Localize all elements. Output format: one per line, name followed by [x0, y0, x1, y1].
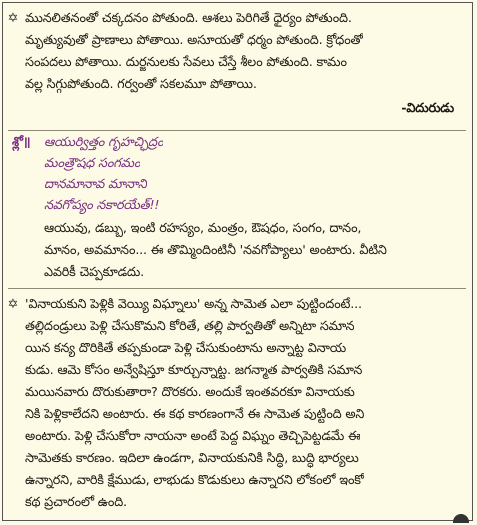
sloka-line: మంత్రౌషధ సంగమం: [44, 156, 141, 171]
quote-line: మునలితనంతో చక్కదనం పోతుంది. ఆశలు పెరిగితే ధైర్యం పోతుంది.: [25, 11, 352, 26]
sloka-explanation-line: మానం, అవమానం... ఈ తొమ్మిందింటినీ 'నవగోప్యాలు' అంటారు. వీటిని: [44, 243, 387, 258]
sloka-explanation-line: ఎవరికీ చెప్పకూడదు.: [44, 265, 145, 280]
saying-line: 'వినాయకుని పెళ్లికి వెయ్యి విఘ్నాలు' అన్న సామెత ఎలా పుట్టిందంటే...: [25, 297, 362, 312]
page-corner-marker: [453, 514, 469, 523]
quote-line: మృత్యువుతో ప్రాణాలు పోతాయి. అసూయతో ధర్మం పోతుంది. క్రోధంతో: [25, 33, 363, 48]
sloka-explanation-line: ఆయువు, డబ్బు, ఇంటి రహస్యం, మంత్రం, ఔషధం, సంగం, దానం,: [44, 221, 362, 236]
quote-author: -విదురుడు: [401, 101, 454, 116]
sloka-line: ఆయుర్విత్తం గృహచ్ఛిద్రం: [44, 135, 164, 150]
saying-vinayaka: [6, 296, 468, 518]
saying-line: కథ ప్రచారంలో ఉంది.: [25, 495, 127, 510]
saying-line: తల్లిదండ్రులు పెళ్లి చేసుకొమని కోరితే, తల్లి పార్వతితో అన్నిటా సమాన: [25, 319, 355, 334]
saying-line: కుడు. ఆమె కోసం అన్వేషిస్తూ కూర్చున్నాట్ట. జగన్మాత పార్వతికి సమాన: [25, 363, 363, 378]
sloka-navagopyalu: [6, 126, 468, 286]
quote-vidura: [6, 10, 468, 128]
star-of-david-icon: ✡: [7, 297, 19, 312]
saying-line: మయినవారు దొరుకుతారా? దొరకరు. అందుకే ఇంతవరకూ వినాయకు: [25, 385, 355, 400]
quote-line: సంపదలు పోతాయి. దుర్జనులకు సేవలు చేస్తే శీలం పోతుంది. కామం: [25, 55, 347, 70]
sloka-line: దానమానావ మానాని: [44, 177, 147, 192]
saying-line: అంటారు. పెళ్లి చేసుకోరా నాయనా అంటే పెద్ద విఘ్నం తెచ్చిపెట్టడమే ఈ: [25, 429, 361, 444]
star-of-david-icon: ✡: [7, 11, 19, 26]
section-divider: [8, 288, 466, 289]
saying-line: సామెతకు కారణం. ఇదిలా ఉండగా, వినాయకునికి సిద్ధి, బుద్ధి భార్యలు: [25, 451, 359, 466]
sloka-line: నవగోప్యం నకారయేత్!!: [44, 198, 160, 213]
quote-line: వల్ల సిగ్గుపోతుంది. గర్వంతో సకలమూ పోతాయి.: [25, 77, 257, 92]
saying-line: ఉన్నారని, వారికి క్షేముడు, లాభుడు కొడుకులు ఉన్నారని లోకంలో ఇంకో: [25, 473, 364, 488]
sloka-label: శ్లో॥: [12, 135, 31, 150]
saying-line: యిన కన్య దొరికితే తప్పకుండా పెళ్లి చేసుకుంటాను అన్నాట్ట వినాయ: [25, 341, 347, 356]
saying-line: నికి పెళ్లికాలేదని అంటారు. ఈ కథ కారణంగానే ఈ సామెత పుట్టింది అని: [25, 407, 365, 422]
